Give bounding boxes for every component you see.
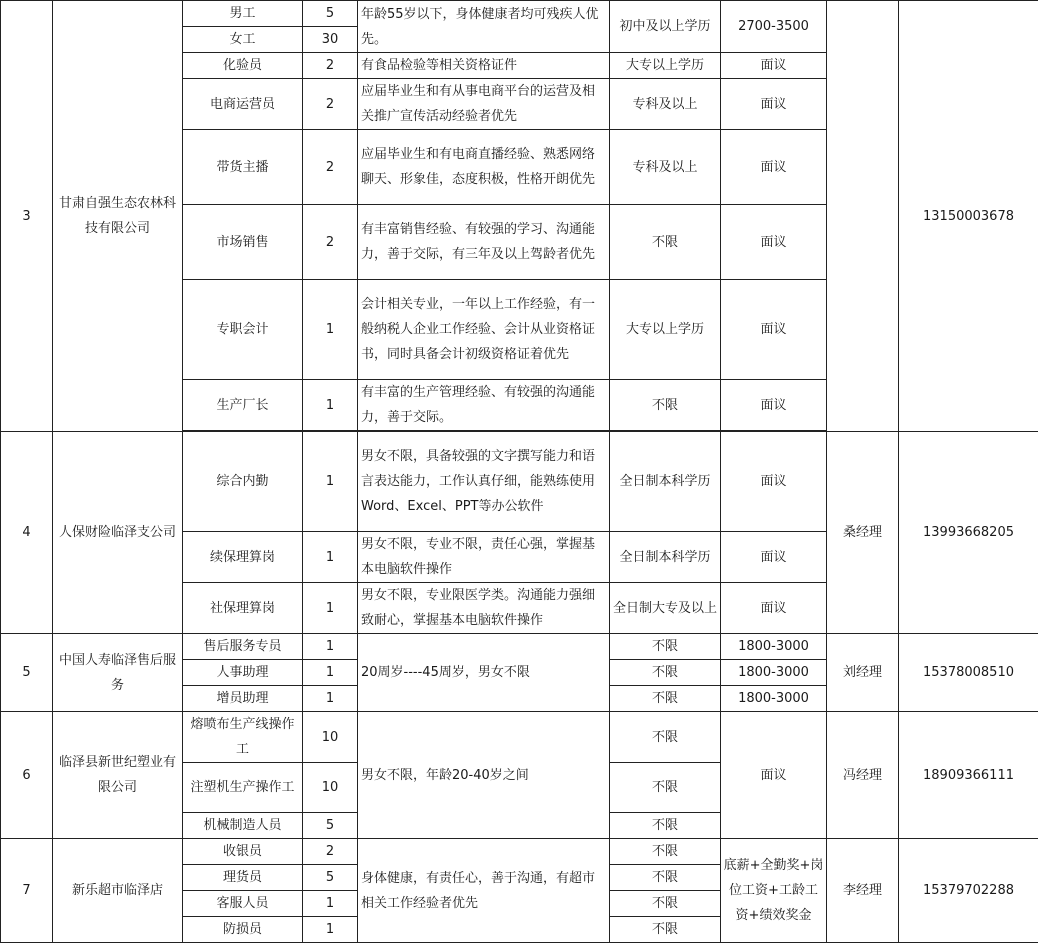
contact-phone: 13993668205 [899, 432, 1038, 634]
requirements: 20周岁----45周岁，男女不限 [358, 634, 610, 712]
contact-person: 刘经理 [827, 634, 899, 712]
row-number: 4 [1, 432, 53, 634]
table-row [1, 1, 1038, 27]
salary: 面议 [721, 205, 827, 280]
headcount: 1 [303, 432, 358, 532]
education: 大专以上学历 [610, 280, 721, 380]
requirements: 男女不限，具备较强的文字撰写能力和语言表达能力，工作认真仔细，能熟练使用Word、Excel、PPT等办公软件 [358, 432, 610, 532]
headcount: 1 [303, 686, 358, 712]
salary: 面议 [721, 280, 827, 380]
table-row [1, 634, 1038, 660]
education: 全日制本科学历 [610, 432, 721, 532]
salary: 底薪+全勤奖+岗位工资+工龄工资+绩效奖金 [721, 839, 827, 943]
education: 全日制大专及以上 [610, 583, 721, 634]
contact-person: 桑经理 [827, 432, 899, 634]
education: 专科及以上 [610, 130, 721, 205]
education: 专科及以上 [610, 79, 721, 130]
position-name: 熔喷布生产线操作工 [183, 712, 303, 763]
requirements: 应届毕业生和有从事电商平台的运营及相关推广宣传活动经验者优先 [358, 79, 610, 130]
contact-person: 冯经理 [827, 712, 899, 839]
salary: 面议 [721, 53, 827, 79]
position-name: 增员助理 [183, 686, 303, 712]
education: 不限 [610, 634, 721, 660]
position-name: 防损员 [183, 917, 303, 943]
headcount: 1 [303, 280, 358, 380]
headcount: 1 [303, 891, 358, 917]
position-name: 市场销售 [183, 205, 303, 280]
headcount: 2 [303, 53, 358, 79]
contact-person: 李经理 [827, 839, 899, 943]
salary: 1800-3000 [721, 660, 827, 686]
education: 全日制本科学历 [610, 532, 721, 583]
company-name: 临泽县新世纪塑业有限公司 [53, 712, 183, 839]
position-name: 社保理算岗 [183, 583, 303, 634]
salary: 面议 [721, 583, 827, 634]
contact-phone: 15378008510 [899, 634, 1038, 712]
contact-phone: 13150003678 [899, 1, 1038, 432]
salary: 1800-3000 [721, 634, 827, 660]
position-name: 女工 [183, 27, 303, 53]
education: 不限 [610, 891, 721, 917]
headcount: 30 [303, 27, 358, 53]
requirements: 身体健康，有责任心，善于沟通，有超市相关工作经验者优先 [358, 839, 610, 943]
headcount: 2 [303, 839, 358, 865]
requirements: 年龄55岁以下，身体健康者均可残疾人优先。 [358, 1, 610, 53]
row-number: 3 [1, 1, 53, 432]
contact-person [827, 1, 899, 432]
requirements: 有丰富销售经验、有较强的学习、沟通能力，善于交际，有三年及以上驾龄者优先 [358, 205, 610, 280]
company-name: 中国人寿临泽售后服务 [53, 634, 183, 712]
requirements: 男女不限，专业不限，责任心强，掌握基本电脑软件操作 [358, 532, 610, 583]
education: 不限 [610, 712, 721, 763]
education: 不限 [610, 686, 721, 712]
requirements: 应届毕业生和有电商直播经验、熟悉网络聊天、形象佳，态度积极，性格开朗优先 [358, 130, 610, 205]
requirements: 会计相关专业，一年以上工作经验，有一般纳税人企业工作经验、会计从业资格证书，同时具备会计初级资格证着优先 [358, 280, 610, 380]
position-name: 机械制造人员 [183, 813, 303, 839]
salary: 面议 [721, 79, 827, 130]
table-row [1, 712, 1038, 763]
education: 不限 [610, 763, 721, 813]
salary: 1800-3000 [721, 686, 827, 712]
table-row [1, 839, 1038, 865]
position-name: 人事助理 [183, 660, 303, 686]
row-number: 7 [1, 839, 53, 943]
headcount: 1 [303, 583, 358, 634]
row-number: 5 [1, 634, 53, 712]
headcount: 2 [303, 130, 358, 205]
headcount: 2 [303, 79, 358, 130]
salary: 面议 [721, 130, 827, 205]
requirements: 有丰富的生产管理经验、有较强的沟通能力，善于交际。 [358, 380, 610, 431]
headcount: 5 [303, 865, 358, 891]
company-name: 人保财险临泽支公司 [53, 432, 183, 634]
salary: 面议 [721, 712, 827, 839]
headcount: 5 [303, 1, 358, 27]
salary: 2700-3500 [721, 1, 827, 53]
education: 不限 [610, 205, 721, 280]
position-name: 售后服务专员 [183, 634, 303, 660]
table-row [1, 432, 1038, 532]
position-name: 理货员 [183, 865, 303, 891]
headcount: 1 [303, 380, 358, 431]
position-name: 男工 [183, 1, 303, 27]
position-name: 化验员 [183, 53, 303, 79]
salary: 面议 [721, 432, 827, 532]
education: 不限 [610, 917, 721, 943]
position-name: 收银员 [183, 839, 303, 865]
position-name: 注塑机生产操作工 [183, 763, 303, 813]
position-name: 电商运营员 [183, 79, 303, 130]
education: 不限 [610, 380, 721, 431]
headcount: 1 [303, 532, 358, 583]
requirements: 有食品检验等相关资格证件 [358, 53, 610, 79]
headcount: 2 [303, 205, 358, 280]
position-name: 专职会计 [183, 280, 303, 380]
headcount: 1 [303, 634, 358, 660]
headcount: 10 [303, 763, 358, 813]
row-number: 6 [1, 712, 53, 839]
headcount: 10 [303, 712, 358, 763]
education: 初中及以上学历 [610, 1, 721, 53]
company-name: 新乐超市临泽店 [53, 839, 183, 943]
education: 大专以上学历 [610, 53, 721, 79]
company-name: 甘肃自强生态农林科技有限公司 [53, 1, 183, 432]
education: 不限 [610, 813, 721, 839]
headcount: 5 [303, 813, 358, 839]
salary: 面议 [721, 532, 827, 583]
position-name: 客服人员 [183, 891, 303, 917]
position-name: 综合内勤 [183, 432, 303, 532]
salary: 面议 [721, 380, 827, 431]
contact-phone: 15379702288 [899, 839, 1038, 943]
requirements: 男女不限，年龄20-40岁之间 [358, 712, 610, 839]
contact-phone: 18909366111 [899, 712, 1038, 839]
education: 不限 [610, 660, 721, 686]
headcount: 1 [303, 917, 358, 943]
headcount: 1 [303, 660, 358, 686]
requirements: 男女不限，专业限医学类。沟通能力强细致耐心，掌握基本电脑软件操作 [358, 583, 610, 634]
education: 不限 [610, 839, 721, 865]
position-name: 生产厂长 [183, 380, 303, 431]
education: 不限 [610, 865, 721, 891]
position-name: 带货主播 [183, 130, 303, 205]
position-name: 续保理算岗 [183, 532, 303, 583]
